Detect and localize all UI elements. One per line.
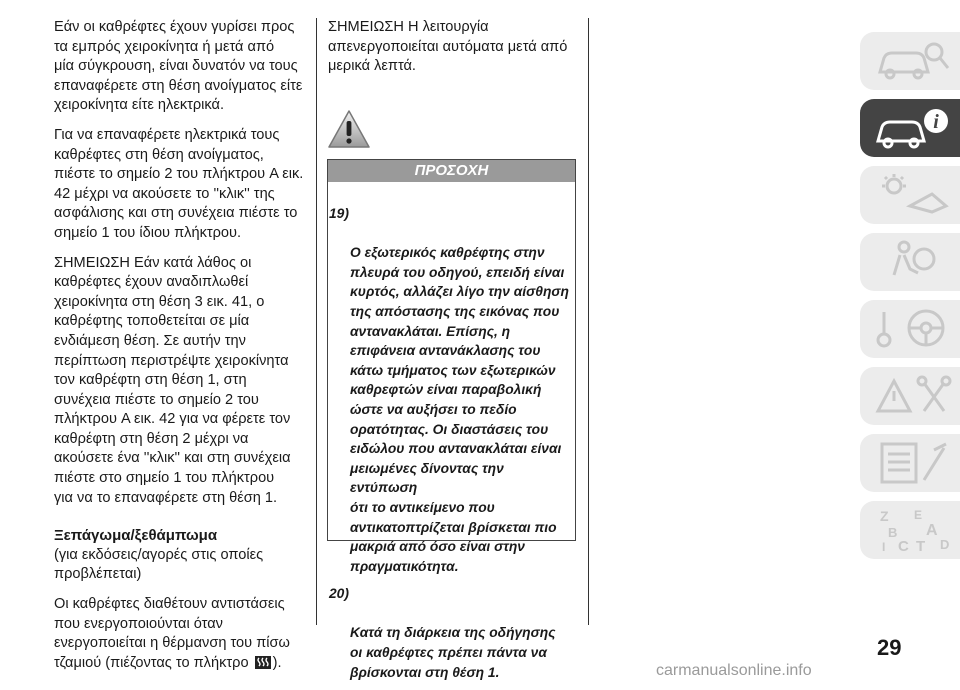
warning-list [328, 204, 573, 690]
airbag-safety-icon [874, 239, 954, 285]
svg-text:Z: Z [880, 508, 889, 524]
tab-warning-wrench[interactable] [860, 367, 960, 425]
left-column [54, 18, 316, 683]
car-info-icon [874, 105, 954, 151]
warning-wrench-icon [874, 373, 954, 419]
column-separator-1 [316, 18, 317, 625]
tab-car-search[interactable] [860, 32, 960, 90]
paragraph-defrost [54, 595, 316, 673]
section-subheading: (για εκδόσεις/αγορές στις οποίες προβλέπεται) [54, 546, 264, 583]
tab-steering-key[interactable] [860, 300, 960, 358]
warning-item-text: Ο εξωτερικός καθρέφτης στην πλευρά του οδηγού, επειδή είναι κυρτός, αλλάζει λίγο την αίσθηση της απόστασης της εικόνας που αντανακλάται. Επίσης, η επιφάνεια αντανάκλασης του κάτω τμήματος των εξωτερικών καθρεφτών είναι παραβολική ώστε να αυξήσει το πεδίο ορατότητας. Οι διαστάσεις του ειδώλου που αντανακλάται είναι μειωμένες δίνοντας την εντύπωση ότι το αντικείμενο που αντικατοπτρίζεται βρίσκεται πιο μακριά από όσο είναι στην πραγματικότητα. [350, 245, 569, 574]
warning-box [327, 159, 576, 680]
warning-item-number: 20) [329, 586, 349, 602]
index-letters-icon [874, 507, 954, 553]
svg-text:T: T [916, 538, 926, 553]
svg-text:E: E [914, 508, 923, 522]
page-number: 29 [877, 635, 902, 660]
warning-item [328, 584, 573, 682]
warning-title: ΠΡΟΣΟΧΗ [328, 160, 575, 182]
warning-item [328, 204, 573, 576]
paragraph-mirror-reset: Εάν οι καθρέφτες έχουν γυρίσει προς τα εμπρός χειροκίνητα ή μετά από μία σύγκρουση, είναι δυνατόν να τους επαναφέρετε στη θέση ανοίγματος είτε χειροκίνητα είτε ηλεκτρικά. [54, 19, 303, 114]
warning-triangle-icon [327, 109, 371, 149]
paragraph-defrost-text: Οι καθρέφτες διαθέτουν αντιστάσεις που ενεργοποιούνται όταν ενεργοποιείται η θέρμανση του πίσω τζαμιού (πιέζοντας το πλήκτρο [54, 596, 290, 671]
paragraph-electric-reset: Για να επαναφέρετε ηλεκτρικά τους καθρέφτες στη θέση ανοίγματος, πιέστε το σημείο 2 του πλήκτρου A εικ. 42 μέχρι να ακούσετε το ''κλικ'' της ασφάλισης και στη συνέχεια πιέστε το σημείο 1 του ίδιου πλήκτρου. [54, 126, 304, 241]
tab-car-info[interactable] [860, 99, 960, 157]
maintenance-checklist-icon [874, 440, 954, 486]
watermark[interactable]: carmanualsonline.info [656, 662, 812, 679]
tab-dashboard-lights[interactable] [860, 166, 960, 224]
dashboard-lights-icon [874, 172, 954, 218]
tab-maintenance[interactable] [860, 434, 960, 492]
rear-defrost-icon [254, 655, 272, 670]
warning-item-number: 19) [329, 206, 349, 221]
right-column [328, 18, 576, 87]
steering-wheel-key-icon [874, 306, 954, 352]
svg-text:i: i [933, 111, 939, 133]
svg-text:D: D [940, 537, 950, 552]
tab-airbag-safety[interactable] [860, 233, 960, 291]
section-heading-defrost: Ξεπάγωμα/ξεθάμπωμα [54, 527, 218, 545]
paragraph-note-folding: ΣΗΜΕΙΩΣΗ Εάν κατά λάθος οι καθρέφτες έχουν αναδιπλωθεί χειροκίνητα στη θέση 3 εικ. 41, ο καθρέφτης τοποθετείται σε μία ενδιάμεση θέση. Σε αυτήν την περίπτωση περιστρέψτε χειροκίνητα τον καθρέφτη στη θέση 1, στη συνέχεια πιέστε το σημείο 2 του πλήκτρου A εικ. 42 για να φέρετε τον καθρέφτη στη θέση 2 μέχρι να ακούσετε ένα ''κλικ'' και στη συνέχεια πιέστε στο σημείο 1 του πλήκτρου για να το επαναφέρετε στη θέση 1. [54, 254, 291, 506]
paragraph-defrost-end: ). [272, 654, 282, 671]
paragraph-auto-off-note: ΣΗΜΕΙΩΣΗ Η λειτουργία απενεργοποιείται αυτόματα μετά από μερικά λεπτά. [328, 19, 568, 75]
svg-text:I: I [882, 540, 886, 553]
svg-text:A: A [926, 522, 938, 539]
car-search-icon [874, 38, 954, 84]
warning-item-text: Κατά τη διάρκεια της οδήγησης οι καθρέφτες πρέπει πάντα να βρίσκονται στη θέση 1. [350, 625, 556, 680]
column-separator-2 [588, 18, 589, 625]
svg-text:B: B [888, 525, 898, 540]
tab-index[interactable] [860, 501, 960, 559]
chapter-index-sidebar [860, 32, 960, 568]
svg-text:C: C [898, 538, 909, 553]
